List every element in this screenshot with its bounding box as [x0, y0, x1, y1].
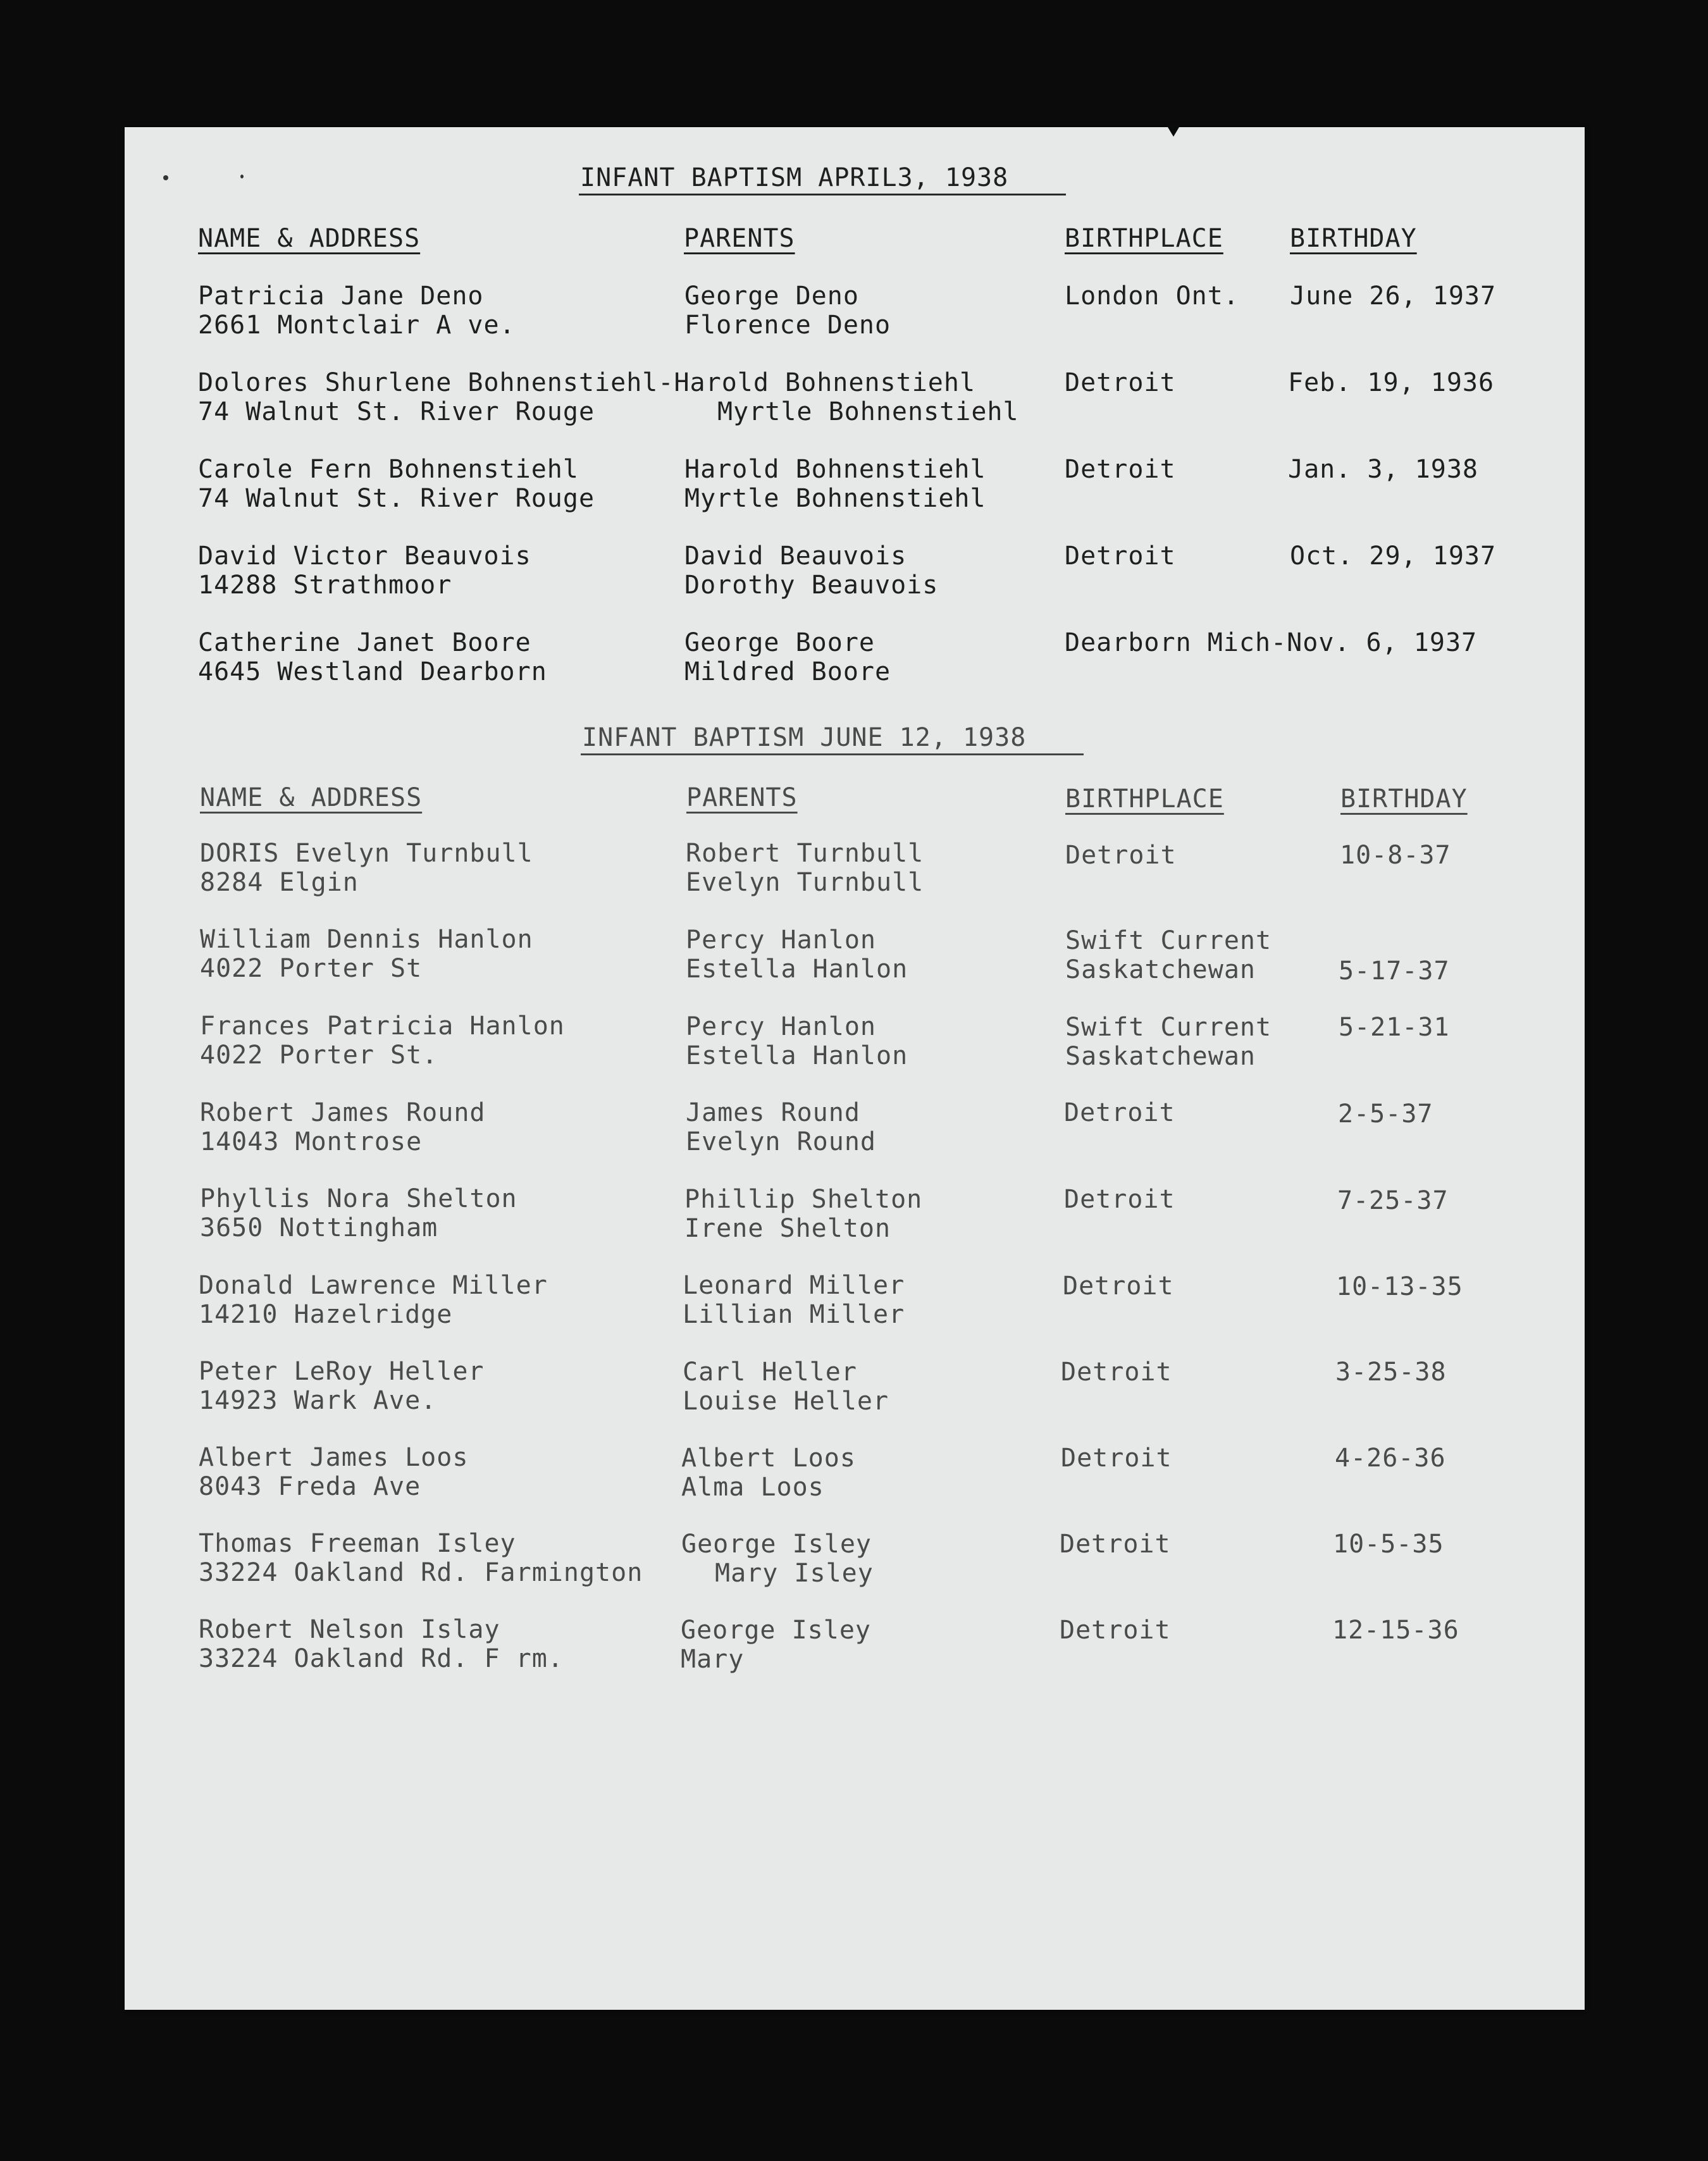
s1-entry4-birthplace: Detroit [1065, 542, 1176, 571]
s2-entry1-birthday: 10-8-37 [1340, 841, 1451, 870]
s2-entry10-parent2: Mary [681, 1645, 745, 1674]
s2-entry10-parent1: George Isley [681, 1616, 871, 1645]
s2-entry5-name: Phyllis Nora Shelton [200, 1184, 517, 1213]
s2-entry5-parent1: Phillip Shelton [684, 1185, 923, 1214]
s1-entry1-birthplace: London Ont. [1065, 282, 1239, 311]
s2-entry1-parent2: Evelyn Turnbull [686, 868, 924, 897]
section2-title: INFANT BAPTISM JUNE 12, 1938 [582, 723, 1027, 752]
s2-entry5-address: 3650 Nottingham [200, 1213, 438, 1242]
s1-entry5-birthplace: Dearborn Mich-Nov. 6, 1937 [1065, 628, 1478, 657]
s2-entry3-address: 4022 Porter St. [200, 1041, 438, 1070]
s2-entry4-address: 14043 Montrose [200, 1127, 423, 1156]
s1-entry4-address: 14288 Strathmoor [198, 571, 452, 600]
s2-entry10-birthday: 12-15-36 [1332, 1616, 1459, 1645]
s2-entry5-birthplace: Detroit [1064, 1185, 1175, 1214]
section2-title-underline [581, 753, 1084, 755]
s2-entry10-address: 33224 Oakland Rd. F rm. [199, 1644, 564, 1673]
s2-entry8-parent1: Albert Loos [681, 1444, 856, 1473]
s1-entry2-birthday: Feb. 19, 1936 [1288, 368, 1495, 397]
s2-entry6-address: 14210 Hazelridge [199, 1300, 453, 1329]
s2-entry4-name: Robert James Round [200, 1098, 486, 1127]
s1-entry2-parent2: Myrtle Bohnenstiehl [717, 397, 1019, 426]
section1-title: INFANT BAPTISM APRIL3, 1938 [580, 163, 1009, 192]
s2-entry9-address: 33224 Oakland Rd. Farmington [199, 1558, 643, 1587]
s2-entry8-address: 8043 Freda Ave [199, 1472, 421, 1501]
s2-entry3-birthplace: Swift Current [1065, 1013, 1272, 1042]
s2-entry1-parent1: Robert Turnbull [686, 839, 924, 868]
section1-header-parents: PARENTS [684, 224, 795, 253]
s2-entry4-parent2: Evelyn Round [686, 1127, 876, 1156]
s1-entry3-birthday: Jan. 3, 1938 [1288, 455, 1478, 484]
s2-entry1-birthplace: Detroit [1065, 841, 1177, 870]
section1-title-underline [579, 194, 1066, 195]
s2-entry5-parent2: Irene Shelton [684, 1214, 891, 1243]
s2-entry7-birthplace: Detroit [1061, 1358, 1172, 1387]
s2-entry1-name: DORIS Evelyn Turnbull [200, 839, 533, 868]
s1-entry3-birthplace: Detroit [1065, 455, 1176, 484]
s2-entry7-name: Peter LeRoy Heller [199, 1357, 485, 1386]
s2-entry8-name: Albert James Loos [199, 1443, 469, 1472]
s2-entry3-parent1: Percy Hanlon [686, 1012, 876, 1041]
s2-entry7-parent1: Carl Heller [683, 1358, 857, 1387]
section2-header-parents: PARENTS [686, 783, 798, 812]
s1-entry3-parent2: Myrtle Bohnenstiehl [684, 484, 986, 513]
section2-header-birthday: BIRTHDAY [1340, 784, 1468, 814]
s1-entry1-birthday: June 26, 1937 [1290, 282, 1497, 311]
s1-entry1-parent2: Florence Deno [684, 311, 891, 340]
s2-entry4-birthplace: Detroit [1064, 1098, 1175, 1127]
s2-entry5-birthday: 7-25-37 [1337, 1186, 1449, 1215]
s2-entry3-parent2: Estella Hanlon [686, 1041, 908, 1070]
s1-entry1-name: Patricia Jane Deno [198, 282, 484, 311]
s2-entry2-parent1: Percy Hanlon [686, 926, 876, 955]
section2-header-name: NAME & ADDRESS [200, 783, 423, 812]
paper-mark [240, 175, 244, 178]
s2-entry1-address: 8284 Elgin [200, 868, 359, 897]
s2-entry2-parent2: Estella Hanlon [686, 955, 908, 984]
s2-entry7-address: 14923 Wark Ave. [199, 1386, 437, 1415]
s1-entry5-address: 4645 Westland Dearborn [198, 657, 547, 686]
s1-entry1-address: 2661 Montclair A ve. [198, 311, 516, 340]
s1-entry3-address: 74 Walnut St. River Rouge [198, 484, 595, 513]
s1-entry4-birthday: Oct. 29, 1937 [1290, 542, 1497, 571]
section1-header-birthplace: BIRTHPLACE [1065, 224, 1223, 253]
s2-entry8-parent2: Alma Loos [681, 1473, 824, 1502]
s2-entry3-name: Frances Patricia Hanlon [200, 1012, 565, 1041]
s1-entry3-parent1: Harold Bohnenstiehl [684, 455, 986, 484]
s1-entry5-parent1: George Boore [684, 628, 875, 657]
s2-entry9-parent2: Mary Isley [715, 1559, 874, 1588]
s2-entry6-parent1: Leonard Miller [683, 1271, 905, 1300]
s1-entry4-parent2: Dorothy Beauvois [684, 571, 939, 600]
s1-entry1-parent1: George Deno [684, 282, 859, 311]
section1-header-name: NAME & ADDRESS [198, 224, 421, 253]
s2-entry7-birthday: 3-25-38 [1335, 1358, 1447, 1387]
s1-entry2-birthplace: Detroit [1065, 368, 1176, 397]
s2-entry6-birthplace: Detroit [1063, 1272, 1174, 1301]
s2-entry2-birthplace-line2: Saskatchewan [1065, 955, 1256, 984]
s2-entry2-birthday: 5-17-37 [1339, 957, 1450, 986]
s1-entry5-name: Catherine Janet Boore [198, 628, 531, 657]
s2-entry2-address: 4022 Porter St [200, 954, 423, 983]
s1-entry4-parent1: David Beauvois [684, 542, 907, 571]
s2-entry9-name: Thomas Freeman Isley [199, 1529, 516, 1558]
s2-entry8-birthplace: Detroit [1061, 1444, 1172, 1473]
s2-entry2-birthplace: Swift Current [1065, 926, 1272, 955]
s1-entry5-parent2: Mildred Boore [684, 657, 891, 686]
s2-entry9-parent1: George Isley [681, 1530, 872, 1559]
s1-entry4-name: David Victor Beauvois [198, 542, 531, 571]
s2-entry10-birthplace: Detroit [1060, 1616, 1171, 1645]
s1-entry3-name: Carole Fern Bohnenstiehl [198, 455, 579, 484]
s1-entry2-name: Dolores Shurlene Bohnenstiehl-Harold Bohnenstiehl [198, 368, 976, 397]
s1-entry2-address: 74 Walnut St. River Rouge [198, 397, 595, 426]
s2-entry7-parent2: Louise Heller [683, 1387, 889, 1416]
s2-entry6-parent2: Lillian Miller [683, 1300, 905, 1329]
s2-entry9-birthplace: Detroit [1060, 1530, 1171, 1559]
section2-header-birthplace: BIRTHPLACE [1065, 784, 1224, 814]
section1-header-birthday: BIRTHDAY [1290, 224, 1417, 253]
s2-entry4-birthday: 2-5-37 [1338, 1099, 1433, 1129]
s2-entry6-birthday: 10-13-35 [1336, 1272, 1463, 1301]
s2-entry3-birthday: 5-21-31 [1339, 1013, 1450, 1042]
s2-entry8-birthday: 4-26-36 [1335, 1444, 1446, 1473]
s2-entry2-name: William Dennis Hanlon [200, 925, 533, 954]
s2-entry10-name: Robert Nelson Islay [199, 1615, 500, 1644]
paper-mark [163, 175, 168, 180]
s2-entry4-parent1: James Round [686, 1098, 860, 1127]
s2-entry3-birthplace-line2: Saskatchewan [1065, 1042, 1256, 1071]
paper-notch [1166, 124, 1181, 137]
s2-entry6-name: Donald Lawrence Miller [199, 1271, 548, 1300]
s2-entry9-birthday: 10-5-35 [1333, 1530, 1444, 1559]
